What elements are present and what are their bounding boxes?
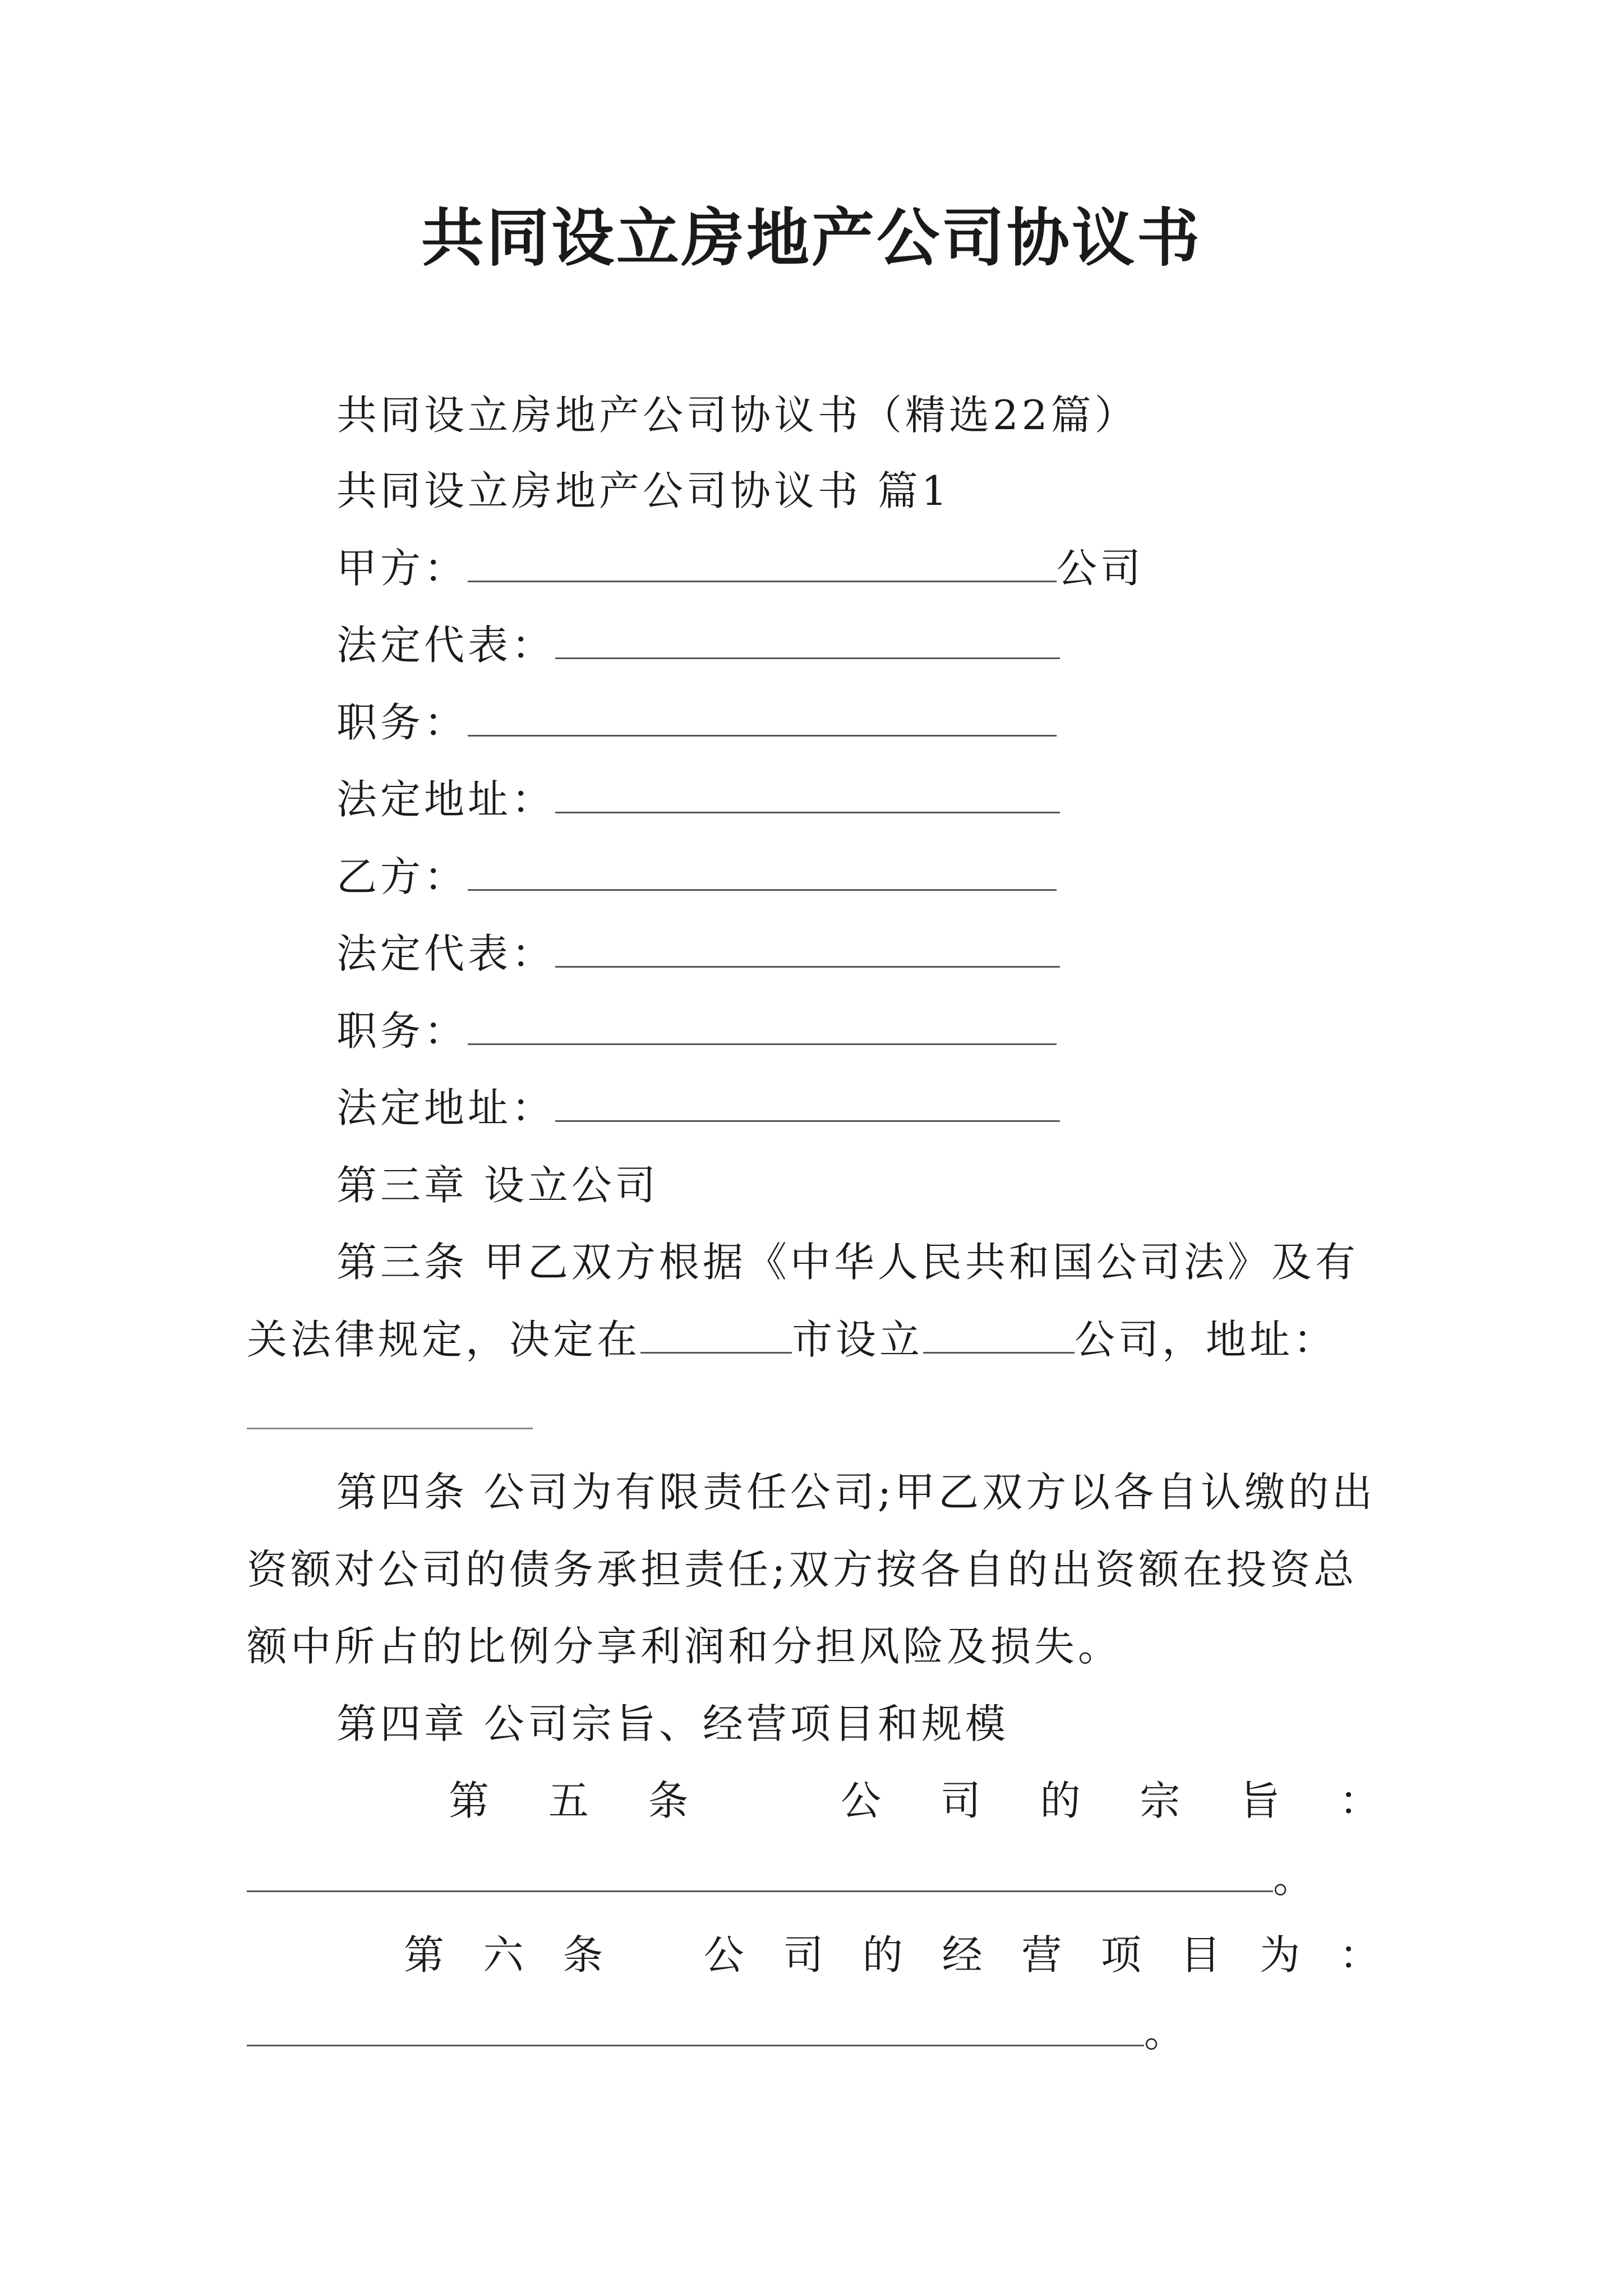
article-6-char: ： bbox=[1339, 1931, 1380, 1978]
city-blank bbox=[640, 1312, 792, 1354]
party-b-rep-label: 法定代表： bbox=[336, 930, 556, 977]
article-6-char: 目 bbox=[1180, 1931, 1221, 1978]
party-a-rep-blank bbox=[555, 617, 1060, 659]
article-6-char: 的 bbox=[862, 1931, 903, 1978]
article-6-line bbox=[404, 1927, 1380, 1983]
article-5-end: 。 bbox=[1273, 1855, 1317, 1902]
party-b-blank bbox=[468, 849, 1057, 891]
party-b-position-label: 职务： bbox=[336, 1007, 468, 1055]
article-5-char: 司 bbox=[940, 1777, 981, 1824]
party-a-rep-row bbox=[336, 617, 1060, 673]
party-a-suffix: 公司 bbox=[1057, 545, 1145, 592]
party-b-position-blank bbox=[468, 1003, 1057, 1045]
article-6-answer-row bbox=[247, 2004, 1188, 2060]
article-6-char: 公 bbox=[703, 1931, 744, 1978]
article-5-answer-row bbox=[247, 1850, 1317, 1906]
article-3-line-1: 第三条 甲乙双方根据《中华人民共和国公司法》及有 bbox=[336, 1239, 1359, 1286]
article-6-char: 条 bbox=[562, 1931, 603, 1978]
article-4-line-1: 第四条 公司为有限责任公司;甲乙双方以各自认缴的出 bbox=[336, 1469, 1376, 1516]
party-a-position-row bbox=[336, 694, 1057, 751]
article-6-char: 为 bbox=[1260, 1931, 1301, 1978]
article-5-char: ： bbox=[1339, 1777, 1380, 1824]
article-6-char: 司 bbox=[783, 1931, 824, 1978]
party-a-label: 甲方： bbox=[336, 545, 468, 592]
article-6-char: 项 bbox=[1100, 1931, 1141, 1978]
party-a-address-blank bbox=[555, 771, 1060, 813]
business-scope-blank bbox=[247, 2004, 1144, 2046]
document-subtitle: 共同设立房地产公司协议书（精选22篇） bbox=[336, 392, 1138, 439]
article-5-char: 条 bbox=[648, 1777, 689, 1824]
party-b-address-label: 法定地址： bbox=[336, 1084, 556, 1131]
party-a-address-row bbox=[336, 771, 1060, 827]
article-6-char: 营 bbox=[1021, 1931, 1062, 1978]
document-title: 共同设立房地产公司协议书 bbox=[421, 201, 1202, 275]
party-b-rep-blank bbox=[555, 926, 1060, 968]
article-3-text-b: 市设立 bbox=[792, 1316, 924, 1363]
article-3-text-c: 公司，地址： bbox=[1075, 1316, 1338, 1363]
article-6-char: 第 bbox=[404, 1931, 445, 1978]
article-6-char: 经 bbox=[942, 1931, 983, 1978]
address-blank bbox=[247, 1427, 533, 1429]
article-5-char: 第 bbox=[449, 1777, 490, 1824]
party-b-address-row bbox=[336, 1080, 1060, 1136]
company-name-blank bbox=[923, 1312, 1075, 1354]
party-a-rep-label: 法定代表： bbox=[336, 622, 556, 669]
article-5-char: 五 bbox=[548, 1777, 589, 1824]
chapter-3-heading: 第三章 设立公司 bbox=[336, 1162, 659, 1209]
party-a-address-label: 法定地址： bbox=[336, 776, 556, 823]
article-6-char: 六 bbox=[483, 1931, 524, 1978]
article-3-text-a: 关法律规定，决定在 bbox=[247, 1316, 641, 1363]
party-b-position-row bbox=[336, 1003, 1057, 1059]
article-6-end: 。 bbox=[1144, 2009, 1188, 2056]
article-5-line bbox=[449, 1773, 1380, 1829]
article-4-line-2: 资额对公司的债务承担责任;双方按各自的出资额在投资总 bbox=[247, 1546, 1358, 1593]
party-b-rep-row bbox=[336, 926, 1060, 982]
purpose-blank bbox=[247, 1850, 1273, 1892]
chapter-4-heading: 第四章 公司宗旨、经营项目和规模 bbox=[336, 1700, 1009, 1747]
party-b-label: 乙方： bbox=[336, 853, 468, 900]
party-a-position-label: 职务： bbox=[336, 699, 468, 746]
party-b-row bbox=[336, 849, 1057, 905]
article-3-line-2 bbox=[247, 1312, 1337, 1368]
party-a-blank bbox=[468, 540, 1057, 582]
article-5-char: 旨 bbox=[1239, 1777, 1280, 1824]
article-5-char: 公 bbox=[841, 1777, 882, 1824]
article-5-char: 的 bbox=[1040, 1777, 1081, 1824]
article-4-line-3: 额中所占的比例分享利润和分担风险及损失。 bbox=[247, 1623, 1122, 1670]
party-b-address-blank bbox=[555, 1080, 1060, 1122]
section-heading: 共同设立房地产公司协议书 篇1 bbox=[336, 467, 951, 514]
party-a-position-blank bbox=[468, 694, 1057, 737]
article-5-char: 宗 bbox=[1140, 1777, 1181, 1824]
party-a-row bbox=[336, 540, 1144, 596]
